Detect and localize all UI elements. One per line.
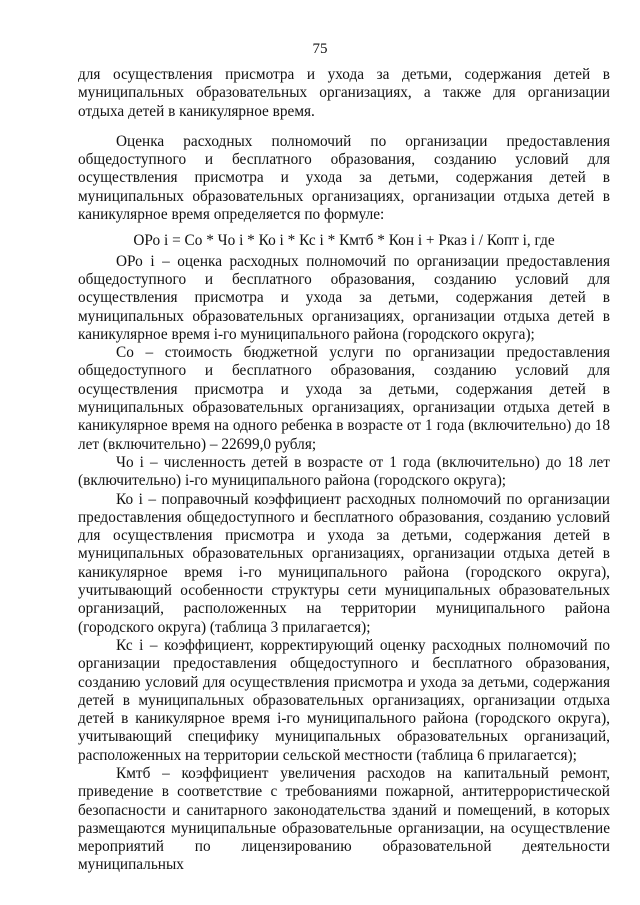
document-body xyxy=(78,66,610,875)
definition-cho: Чо i – численность детей в возрасте от 1 года (включительно) до 18 лет (включительно) i-го муниципального района (городского округа); xyxy=(78,453,610,490)
paragraph-assessment-intro: Оценка расходных полномочий по организации предоставления общедоступного и бесплатного образования, созданию условий для осуществления присмотра и ухода за детьми, содержания детей в муниципальных образовательных организациях, организации отдыха детей в каникулярное время определяется по формуле: xyxy=(78,132,610,224)
definition-so: Со – стоимость бюджетной услуги по организации предоставления общедоступного и бесплатного образования, созданию условий для осуществления присмотра и ухода за детьми, содержания детей в муниципальных образовательных организациях, организации отдыха детей в каникулярное время на одного ребенка в возрасте от 1 года (включительно) до 18 лет (включительно) – 22699,0 рубля; xyxy=(78,344,610,453)
paragraph-gap xyxy=(78,121,610,133)
definition-oro: ОРо i – оценка расходных полномочий по организации предоставления общедоступного и бесплатного образования, созданию условий для осуществления присмотра и ухода за детьми, содержания детей в муниципальных образовательных организациях, организации отдыха детей в каникулярное время i-го муниципального района (городского округа); xyxy=(78,252,610,343)
page-number: 75 xyxy=(312,41,328,57)
definition-ks: Кс i – коэффициент, корректирующий оценку расходных полномочий по организации предоставления общедоступного и бесплатного образования, созданию условий для осуществления присмотра и ухода за детьми, содержания детей в муниципальных образовательных организациях, организации отдыха детей в каникулярное время i-го муниципального района (городского округа), учитывающий специфику муниципальных образовательных организаций, расположенных на территории сельской местности (таблица 6 прилагается); xyxy=(78,636,610,764)
formula: ОРо i = Со * Чо i * Ко i * Кс i * Кмтб * Кон i + Рказ i / Копт i, где xyxy=(133,232,555,250)
paragraph-continuation: для осуществления присмотра и ухода за детьми, содержания детей в муниципальных образовательных организациях, а также для организации отдыха детей в каникулярное время. xyxy=(78,66,610,120)
definition-ko: Ко i – поправочный коэффициент расходных полномочий по организации предоставления общедоступного и бесплатного образования, созданию условий для осуществления присмотра и ухода за детьми, содержания детей в муниципальных образовательных организациях, организации отдыха детей в каникулярное время i-го муниципального района (городского округа), учитывающий особенности структуры сети муниципальных образовательных организаций, расположенных на территории муниципального района (городского округа) (таблица 3 прилагается); xyxy=(78,490,610,636)
definition-kmtb: Кмтб – коэффициент увеличения расходов на капитальный ремонт, приведение в соответствие с требованиями пожарной, антитеррористической безопасности и санитарного законодательства зданий и помещений, в которых размещаются муниципальные образовательные организации, на осуществление мероприятий по лицензированию образовательной деятельности муниципальных xyxy=(78,764,610,874)
